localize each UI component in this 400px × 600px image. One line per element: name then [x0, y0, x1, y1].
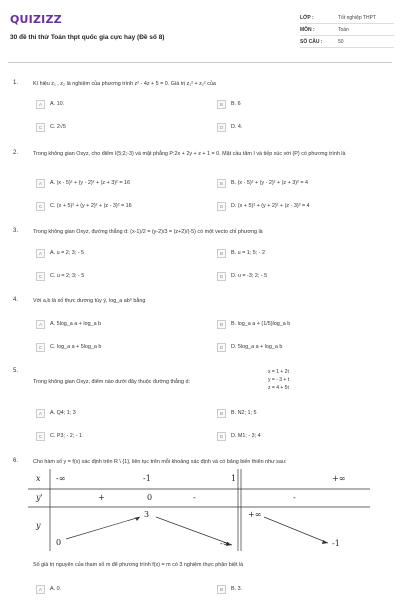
question-number: 4. [13, 297, 19, 303]
y-value: 3 [144, 510, 150, 519]
option-key-box: C [36, 202, 45, 211]
arrow-head [135, 517, 140, 521]
question-number: 1. [13, 80, 19, 86]
option-key-box: A [36, 179, 45, 188]
variation-table-grid [28, 469, 370, 551]
option-key-box: D [217, 432, 226, 441]
option-key-box: C [36, 343, 45, 352]
row-label-y: y [36, 521, 41, 530]
question-6-followup: Số giá trị nguyên của tham số m để phương trình f(x) = m có 3 nghiệm thực phân biệt là [33, 562, 244, 568]
option-key-box: B [217, 409, 226, 418]
option-key-box: B [217, 585, 226, 594]
option-b[interactable] [217, 584, 242, 594]
parametric-system [268, 368, 289, 392]
option-c[interactable] [36, 201, 132, 211]
option-label: D. 5log_a a + log_a b [231, 344, 283, 350]
worksheet-title: 30 đề thi thử Toán thpt quốc gia cực hay (Đề số 8) [10, 34, 165, 41]
option-label: A. u = 2; 3; - 5 [50, 250, 85, 256]
option-key-box: B [217, 100, 226, 109]
arrow-decreasing [264, 517, 328, 543]
y-value: -1 [332, 539, 340, 548]
option-key-box: C [36, 432, 45, 441]
option-d[interactable] [217, 431, 261, 441]
option-label: B. log_a a + (1/5)log_a b [231, 321, 291, 327]
variation-table [28, 469, 370, 551]
worksheet-info [300, 12, 394, 48]
option-label: B. u = 1; 5; - 2 [231, 250, 266, 256]
question-text: Cho hàm số y = f(x) xác định trên R \ {1}, liên tục trên mỗi khoảng xác định và có bảng biến thiên như sau: [33, 459, 287, 465]
info-label: SỐ CÂU : [300, 38, 323, 45]
option-key-box: D [217, 343, 226, 352]
option-label: C. P3; - 2; - 1 [50, 433, 83, 439]
derivative-sign: - [293, 493, 296, 502]
info-value: Toán [338, 26, 349, 33]
option-label: A. 10. [50, 101, 65, 107]
system-line: x = 1 + 2t [268, 369, 289, 375]
question-number: 3. [13, 228, 19, 234]
option-b[interactable] [217, 319, 290, 329]
option-label: A. Q4; 1; 3 [50, 410, 76, 416]
question-text: Với a,b là số thực dương tùy ý, log_a ab⁵ bằng [33, 298, 146, 304]
option-key-box: A [36, 320, 45, 329]
option-label: B. (x - 5)² + (y - 2)² + (z + 3)² = 4 [231, 180, 308, 186]
info-value: Tốt nghiệp THPT [338, 14, 376, 21]
option-label: A. 5log_a a + log_a b [50, 321, 102, 327]
worksheet-header [0, 0, 400, 62]
option-key-box: D [217, 202, 226, 211]
option-label: C. 2√5 [50, 124, 66, 130]
option-a[interactable] [36, 319, 101, 329]
header-divider [8, 62, 392, 63]
option-label: A. (x - 5)² + (y - 2)² + (z + 3)² = 16 [50, 180, 130, 186]
option-label: D. M1; - 3; 4 [231, 433, 261, 439]
derivative-sign: + [98, 493, 105, 502]
x-value: +∞ [332, 474, 346, 483]
option-a[interactable] [36, 99, 64, 109]
option-label: C. log_a a + 5log_a b [50, 344, 102, 350]
option-c[interactable] [36, 122, 66, 132]
y-value: 0 [56, 538, 62, 547]
info-row-subject [300, 24, 394, 36]
option-label: D. (x + 5)² + (y + 2)² + (z - 3)² = 4 [231, 203, 310, 209]
system-line: y = - 3 + t [268, 377, 290, 383]
option-b[interactable] [217, 248, 265, 258]
x-value: 1 [231, 474, 237, 483]
option-key-box: D [217, 272, 226, 281]
row-label-x: x [36, 474, 41, 483]
option-label: D. u = -3; 2; - 5 [231, 273, 268, 279]
option-d[interactable] [217, 122, 242, 132]
arrow-increasing [66, 517, 140, 539]
option-label: B. N2; 1; 5 [231, 410, 257, 416]
info-value: 50 [338, 38, 344, 45]
option-b[interactable] [217, 408, 256, 418]
option-a[interactable] [36, 584, 61, 594]
quizizz-logo: QUIZIZZ [10, 13, 62, 26]
question-number: 5. [13, 368, 19, 374]
question-text: Trong không gian Oxyz, đường thẳng d: (x-1)/2 = (y-2)/3 = (z+2)/(-5) có một vecto chỉ phương là [33, 229, 263, 235]
question-text: Kí hiệu z₁ , z₂ là nghiệm của phương trình z² - 4z + 5 = 0. Giá trị z₁² + z₂² của [33, 81, 216, 87]
option-label: B. 3. [231, 586, 243, 592]
option-key-box: A [36, 100, 45, 109]
question-number: 6. [13, 458, 19, 464]
x-value: -∞ [56, 474, 66, 483]
y-value: -∞ [220, 539, 230, 548]
option-a[interactable] [36, 178, 130, 188]
info-row-count [300, 36, 394, 48]
option-key-box: A [36, 249, 45, 258]
option-c[interactable] [36, 271, 84, 281]
option-d[interactable] [217, 201, 310, 211]
question-text: Trong không gian Oxyz, điểm nào dưới đây thuộc đường thẳng d: [33, 379, 191, 385]
option-a[interactable] [36, 408, 76, 418]
option-label: D. 4. [231, 124, 243, 130]
option-c[interactable] [36, 342, 101, 352]
option-key-box: B [217, 320, 226, 329]
option-label: B. 6 [231, 101, 241, 107]
option-label: C. u = 2; 3; - 5 [50, 273, 85, 279]
option-a[interactable] [36, 248, 84, 258]
x-value: -1 [143, 474, 151, 483]
option-key-box: D [217, 123, 226, 132]
arrow-head [322, 540, 328, 544]
option-label: C. (x + 5)² + (y + 2)² + (z - 3)² = 16 [50, 203, 132, 209]
info-label: LỚP : [300, 14, 314, 21]
option-key-box: C [36, 123, 45, 132]
y-value: +∞ [248, 510, 262, 519]
option-key-box: B [217, 249, 226, 258]
option-label: A. 0. [50, 586, 62, 592]
system-line: z = 4 + 5t [268, 385, 289, 391]
option-key-box: A [36, 585, 45, 594]
option-d[interactable] [217, 342, 282, 352]
option-b[interactable] [217, 178, 308, 188]
derivative-sign: 0 [147, 493, 153, 502]
option-key-box: A [36, 409, 45, 418]
info-row-class [300, 12, 394, 24]
derivative-sign: - [193, 493, 196, 502]
question-number: 2. [13, 150, 19, 156]
option-key-box: C [36, 272, 45, 281]
option-d[interactable] [217, 271, 267, 281]
question-text: Trong không gian Oxyz, cho điểm I(5;2;-3) và mặt phẳng P:2x + 2y + z + 1 = 0. Mặt cầu tâm I và tiếp xúc với (P) có phương trình là [33, 151, 346, 157]
option-key-box: B [217, 179, 226, 188]
option-c[interactable] [36, 431, 82, 441]
info-label: MÔN : [300, 26, 315, 33]
option-b[interactable] [217, 99, 241, 109]
row-label-yprime: y' [36, 493, 43, 502]
